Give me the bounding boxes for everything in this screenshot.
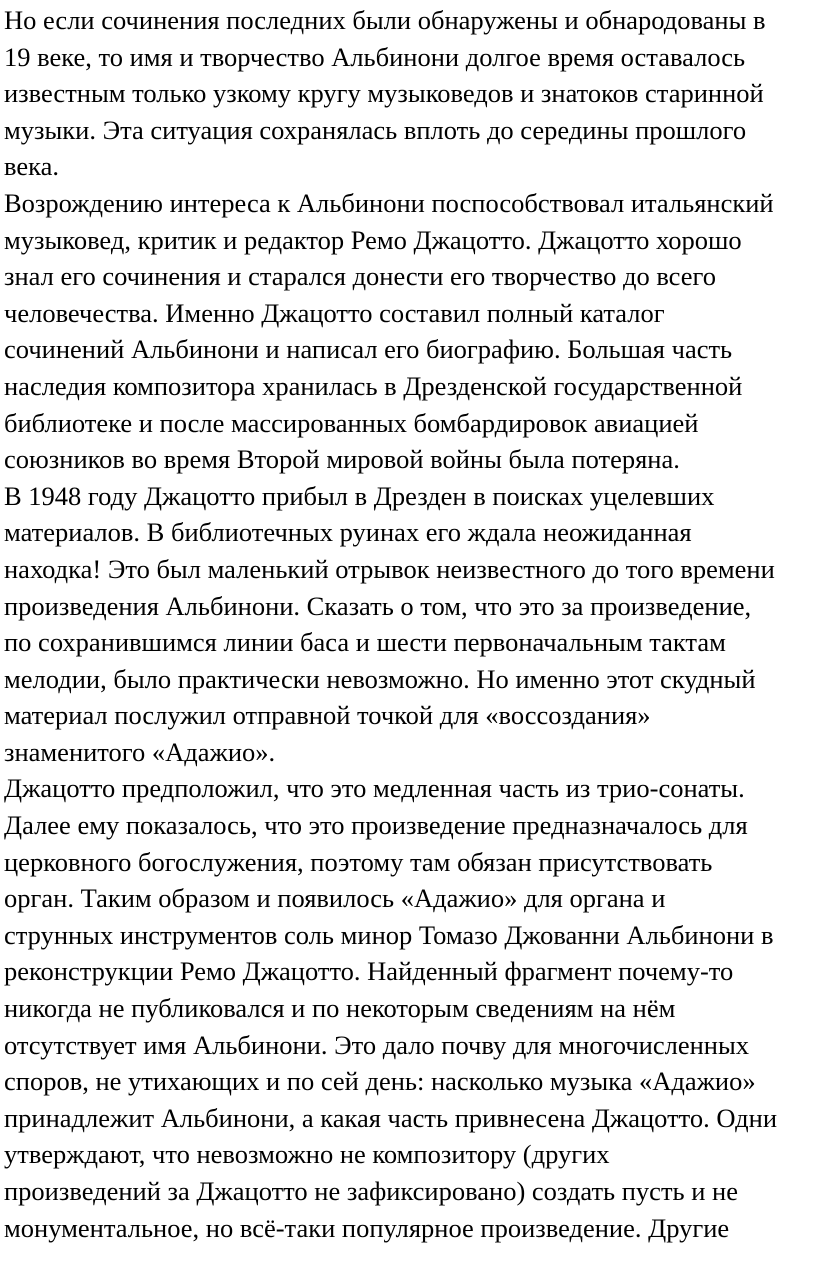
text-line: произведения Альбинони. Сказать о том, что это за произведение, [4, 590, 752, 621]
text-line: века. [4, 151, 59, 182]
text-line: музыковед, критик и редактор Ремо Джацотто. Джацотто хорошо [4, 224, 742, 255]
text-line: знал его сочинения и старался донести его творчество до всего [4, 261, 716, 292]
text-line: мелодии, было практически невозможно. Но именно этот скудный [4, 663, 756, 694]
body-text [4, 2, 816, 1246]
text-line: никогда не публиковался и по некоторым сведениям на нём [4, 993, 676, 1024]
text-line: Но если сочинения последних были обнаружены и обнародованы в [4, 5, 766, 35]
text-line: человечества. Именно Джацотто составил полный каталог [4, 297, 665, 328]
text-line: 19 веке, то имя и творчество Альбинони долгое время оставалось [4, 41, 746, 72]
text-line: музыки. Эта ситуация сохранялась вплоть до середины прошлого [4, 114, 747, 145]
text-line: наследия композитора хранилась в Дрезденской государственной [4, 370, 743, 401]
text-line: споров, не утихающих и по сей день: насколько музыка «Адажио» [4, 1066, 756, 1097]
text-line: Возрождению интереса к Альбинони поспособствовал итальянский [4, 187, 774, 218]
text-line: монументальное, но всё-таки популярное произведение. Другие [4, 1212, 730, 1243]
text-line: В 1948 году Джацотто прибыл в Дрезден в поисках уцелевших [4, 480, 715, 511]
text-line: отсутствует имя Альбинони. Это дало почву для многочисленных [4, 1029, 750, 1060]
text-line: по сохранившимся линии баса и шести первоначальным тактам [4, 627, 726, 658]
text-line: союзников во время Второй мировой войны была потеряна. [4, 444, 680, 475]
text-line: принадлежит Альбинони, а какая часть привнесена Джацотто. Одни [4, 1102, 778, 1133]
text-line: реконструкции Ремо Джацотто. Найденный фрагмент почему-то [4, 956, 734, 987]
text-line: утверждают, что невозможно не композитору (других [4, 1139, 610, 1170]
text-line: знаменитого «Адажио». [4, 736, 276, 767]
text-line: Далее ему показалось, что это произведение предназначалось для [4, 810, 748, 841]
text-line: произведений за Джацотто не зафиксировано) создать пусть и не [4, 1176, 738, 1206]
text-line: известным только узкому кругу музыковедов и знатоков старинной [4, 78, 764, 109]
text-line: материал послужил отправной точкой для «воссоздания» [4, 700, 651, 731]
text-line: материалов. В библиотечных руинах его ждала неожиданная [4, 517, 692, 548]
text-line: Джацотто предположил, что это медленная часть из трио-сонаты. [4, 773, 745, 804]
text-line: сочинений Альбинони и написал его биографию. Большая часть [4, 334, 733, 365]
text-line: струнных инструментов соль минор Томазо Джованни Альбинони в [4, 919, 774, 950]
text-line: церковного богослужения, поэтому там обязан присутствовать [4, 846, 713, 877]
text-line: находка! Это был маленький отрывок неизвестного до того времени [4, 553, 775, 584]
text-line: библиотеке и после массированных бомбардировок авиацией [4, 407, 699, 438]
text-line: орган. Таким образом и появилось «Адажио» для органа и [4, 883, 666, 914]
